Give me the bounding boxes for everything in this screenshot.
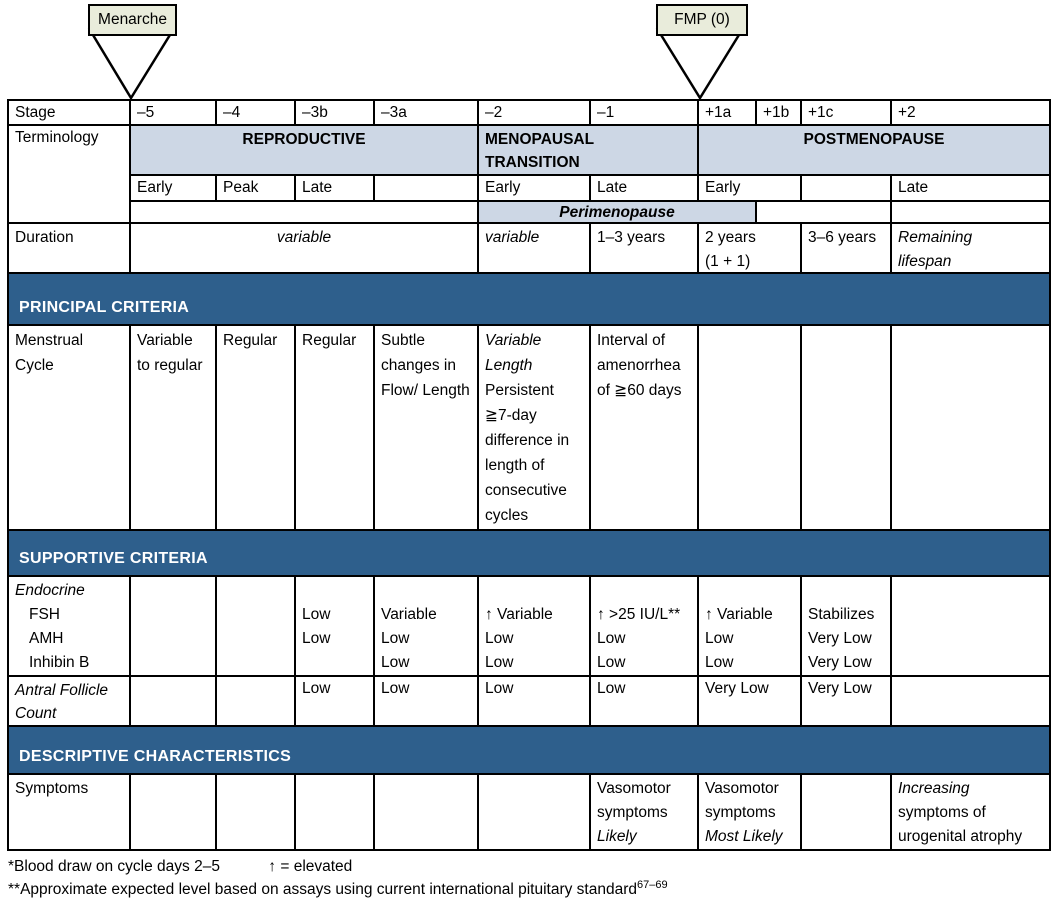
menstrual-m4: Regular bbox=[217, 326, 294, 529]
descriptive-characteristics-header: DESCRIPTIVE CHARACTERISTICS bbox=[9, 727, 1049, 773]
footnote-reference-superscript: 67–69 bbox=[636, 878, 668, 891]
substage-repro-peak: Peak bbox=[217, 176, 294, 200]
antral-follicle-p1c: Very Low bbox=[802, 677, 890, 725]
empty-cell bbox=[699, 326, 800, 529]
duration-row-label: Duration bbox=[9, 224, 129, 272]
empty-cell bbox=[375, 775, 477, 849]
endocrine-p1c bbox=[802, 577, 890, 675]
stage-cell-m1: –1 bbox=[591, 101, 697, 124]
empty-cell bbox=[217, 775, 294, 849]
menstrual-m2-rest: Persistent ≧7-day difference in length of consecutive cycles bbox=[485, 382, 570, 524]
empty-cell bbox=[479, 775, 589, 849]
endocrine-m3b bbox=[296, 577, 373, 675]
empty-cell bbox=[131, 677, 215, 725]
endocrine-m3b-amh: Low bbox=[302, 630, 331, 647]
substage-repro-early: Early bbox=[131, 176, 215, 200]
endocrine-m3a-inhibin: Low bbox=[381, 654, 410, 671]
endocrine-m2-amh: Low bbox=[485, 630, 514, 647]
fmp-pointer-triangle bbox=[658, 30, 742, 98]
symptoms-m1-qualifier: Likely bbox=[597, 828, 637, 845]
empty-cell bbox=[131, 577, 215, 675]
endocrine-p1ab-fsh: ↑ Variable bbox=[705, 606, 773, 623]
empty-cell bbox=[802, 176, 890, 200]
footnote-arrow-legend: ↑ = elevated bbox=[268, 858, 353, 875]
stage-cell-m5: –5 bbox=[131, 101, 215, 124]
endocrine-m3a bbox=[375, 577, 477, 675]
antral-follicle-p1ab: Very Low bbox=[699, 677, 800, 725]
antral-follicle-m1: Low bbox=[591, 677, 697, 725]
empty-cell bbox=[131, 775, 215, 849]
duration-post-2-line1: Remaining bbox=[898, 229, 973, 246]
footnotes bbox=[8, 855, 1052, 901]
empty-cell bbox=[131, 202, 477, 222]
duration-post-2-line2: lifespan bbox=[898, 253, 952, 270]
duration-early-post-line1: 2 years bbox=[705, 229, 756, 246]
endocrine-analyte-fsh: FSH bbox=[29, 606, 60, 623]
terminology-row-label: Terminology bbox=[9, 126, 129, 222]
endocrine-m2 bbox=[479, 577, 589, 675]
supportive-criteria-header: SUPPORTIVE CRITERIA bbox=[9, 531, 1049, 575]
terminology-postmenopause: POSTMENOPAUSE bbox=[699, 126, 1049, 174]
endocrine-analyte-inhibin-b: Inhibin B bbox=[29, 654, 90, 671]
empty-cell bbox=[217, 577, 294, 675]
endocrine-analyte-amh: AMH bbox=[29, 630, 64, 647]
duration-mt-early: variable bbox=[479, 224, 589, 272]
endocrine-m1-amh: Low bbox=[597, 630, 626, 647]
substage-post-early: Early bbox=[699, 176, 800, 200]
duration-mt-late: 1–3 years bbox=[591, 224, 697, 272]
symptoms-label: Symptoms bbox=[9, 775, 129, 849]
stage-cell-m2: –2 bbox=[479, 101, 589, 124]
empty-cell bbox=[296, 775, 373, 849]
antral-follicle-m2: Low bbox=[479, 677, 589, 725]
endocrine-m1-inhibin: Low bbox=[597, 654, 626, 671]
antral-follicle-m3b: Low bbox=[296, 677, 373, 725]
stage-cell-m4: –4 bbox=[217, 101, 294, 124]
menarche-marker-label: Menarche bbox=[98, 11, 167, 28]
principal-criteria-header: PRINCIPAL CRITERIA bbox=[9, 274, 1049, 324]
menstrual-m3a: Subtle changes in Flow/ Length bbox=[375, 326, 477, 529]
empty-cell bbox=[892, 677, 1049, 725]
duration-post-2 bbox=[892, 224, 1049, 272]
stage-cell-m3a: –3a bbox=[375, 101, 477, 124]
symptoms-p2-italic: Increasing bbox=[898, 780, 970, 797]
symptoms-p1ab-text: Vasomotor symptoms bbox=[705, 780, 779, 821]
endocrine-label-cell bbox=[9, 577, 129, 675]
duration-early-post-line2: (1 + 1) bbox=[705, 253, 751, 270]
menarche-marker bbox=[88, 4, 177, 36]
substage-repro-late: Late bbox=[296, 176, 373, 200]
menstrual-cycle-label: Menstrual Cycle bbox=[9, 326, 129, 529]
endocrine-label: Endocrine bbox=[15, 582, 85, 599]
stage-cell-p1c: +1c bbox=[802, 101, 890, 124]
menstrual-m5: Variable to regular bbox=[131, 326, 215, 529]
terminology-menopausal-transition: MENOPAUSAL TRANSITION bbox=[479, 126, 697, 174]
substage-post-late: Late bbox=[892, 176, 1049, 200]
fmp-marker-label: FMP (0) bbox=[674, 11, 730, 28]
endocrine-m3a-fsh: Variable bbox=[381, 606, 437, 623]
endocrine-m2-fsh: ↑ Variable bbox=[485, 606, 553, 623]
empty-cell bbox=[892, 202, 1049, 222]
stage-cell-m3b: –3b bbox=[296, 101, 373, 124]
empty-cell bbox=[892, 326, 1049, 529]
symptoms-m1 bbox=[591, 775, 697, 849]
endocrine-m1 bbox=[591, 577, 697, 675]
duration-early-postmenopause bbox=[699, 224, 800, 272]
straw-table bbox=[7, 99, 1051, 851]
duration-post-1c: 3–6 years bbox=[802, 224, 890, 272]
endocrine-m2-inhibin: Low bbox=[485, 654, 514, 671]
empty-cell bbox=[802, 326, 890, 529]
menarche-pointer-triangle bbox=[90, 30, 173, 98]
substage-mt-late: Late bbox=[591, 176, 697, 200]
stage-cell-p1a: +1a bbox=[699, 101, 755, 124]
symptoms-m1-text: Vasomotor symptoms bbox=[597, 780, 671, 821]
endocrine-m3a-amh: Low bbox=[381, 630, 410, 647]
empty-cell bbox=[217, 677, 294, 725]
footnote-line-1 bbox=[8, 855, 1052, 878]
antral-follicle-label: Antral Follicle Count bbox=[9, 677, 129, 725]
stage-cell-p1b: +1b bbox=[757, 101, 800, 124]
empty-cell bbox=[375, 176, 477, 200]
endocrine-m3b-fsh: Low bbox=[302, 606, 331, 623]
symptoms-p2-text: symptoms of urogenital atrophy bbox=[898, 804, 1023, 845]
endocrine-p1c-amh: Very Low bbox=[808, 630, 872, 647]
menstrual-m2 bbox=[479, 326, 589, 529]
endocrine-p1ab-amh: Low bbox=[705, 630, 734, 647]
stage-cell-p2: +2 bbox=[892, 101, 1049, 124]
endocrine-m1-fsh: ↑ >25 IU/L** bbox=[597, 606, 681, 623]
duration-reproductive: variable bbox=[131, 224, 477, 272]
perimenopause-band: Perimenopause bbox=[479, 202, 755, 222]
terminology-reproductive: REPRODUCTIVE bbox=[131, 126, 477, 174]
menstrual-m3b: Regular bbox=[296, 326, 373, 529]
symptoms-p1ab-qualifier: Most Likely bbox=[705, 828, 783, 845]
menstrual-m1: Interval of amenorrhea of ≧60 days bbox=[591, 326, 697, 529]
stage-row-label: Stage bbox=[9, 101, 129, 124]
fmp-marker bbox=[656, 4, 748, 36]
endocrine-p1ab-inhibin: Low bbox=[705, 654, 734, 671]
endocrine-p1c-fsh: Stabilizes bbox=[808, 606, 875, 623]
symptoms-p2 bbox=[892, 775, 1049, 849]
empty-cell bbox=[892, 577, 1049, 675]
empty-cell bbox=[802, 775, 890, 849]
symptoms-p1ab bbox=[699, 775, 800, 849]
footnote-assay-note: **Approximate expected level based on assays using current international pituitary standard bbox=[8, 881, 637, 898]
footnote-blood-draw: *Blood draw on cycle days 2–5 bbox=[8, 858, 220, 875]
endocrine-p1ab bbox=[699, 577, 800, 675]
substage-mt-early: Early bbox=[479, 176, 589, 200]
endocrine-p1c-inhibin: Very Low bbox=[808, 654, 872, 671]
antral-follicle-m3a: Low bbox=[375, 677, 477, 725]
empty-cell bbox=[757, 202, 890, 222]
menstrual-m2-italic: Variable Length bbox=[485, 332, 542, 374]
